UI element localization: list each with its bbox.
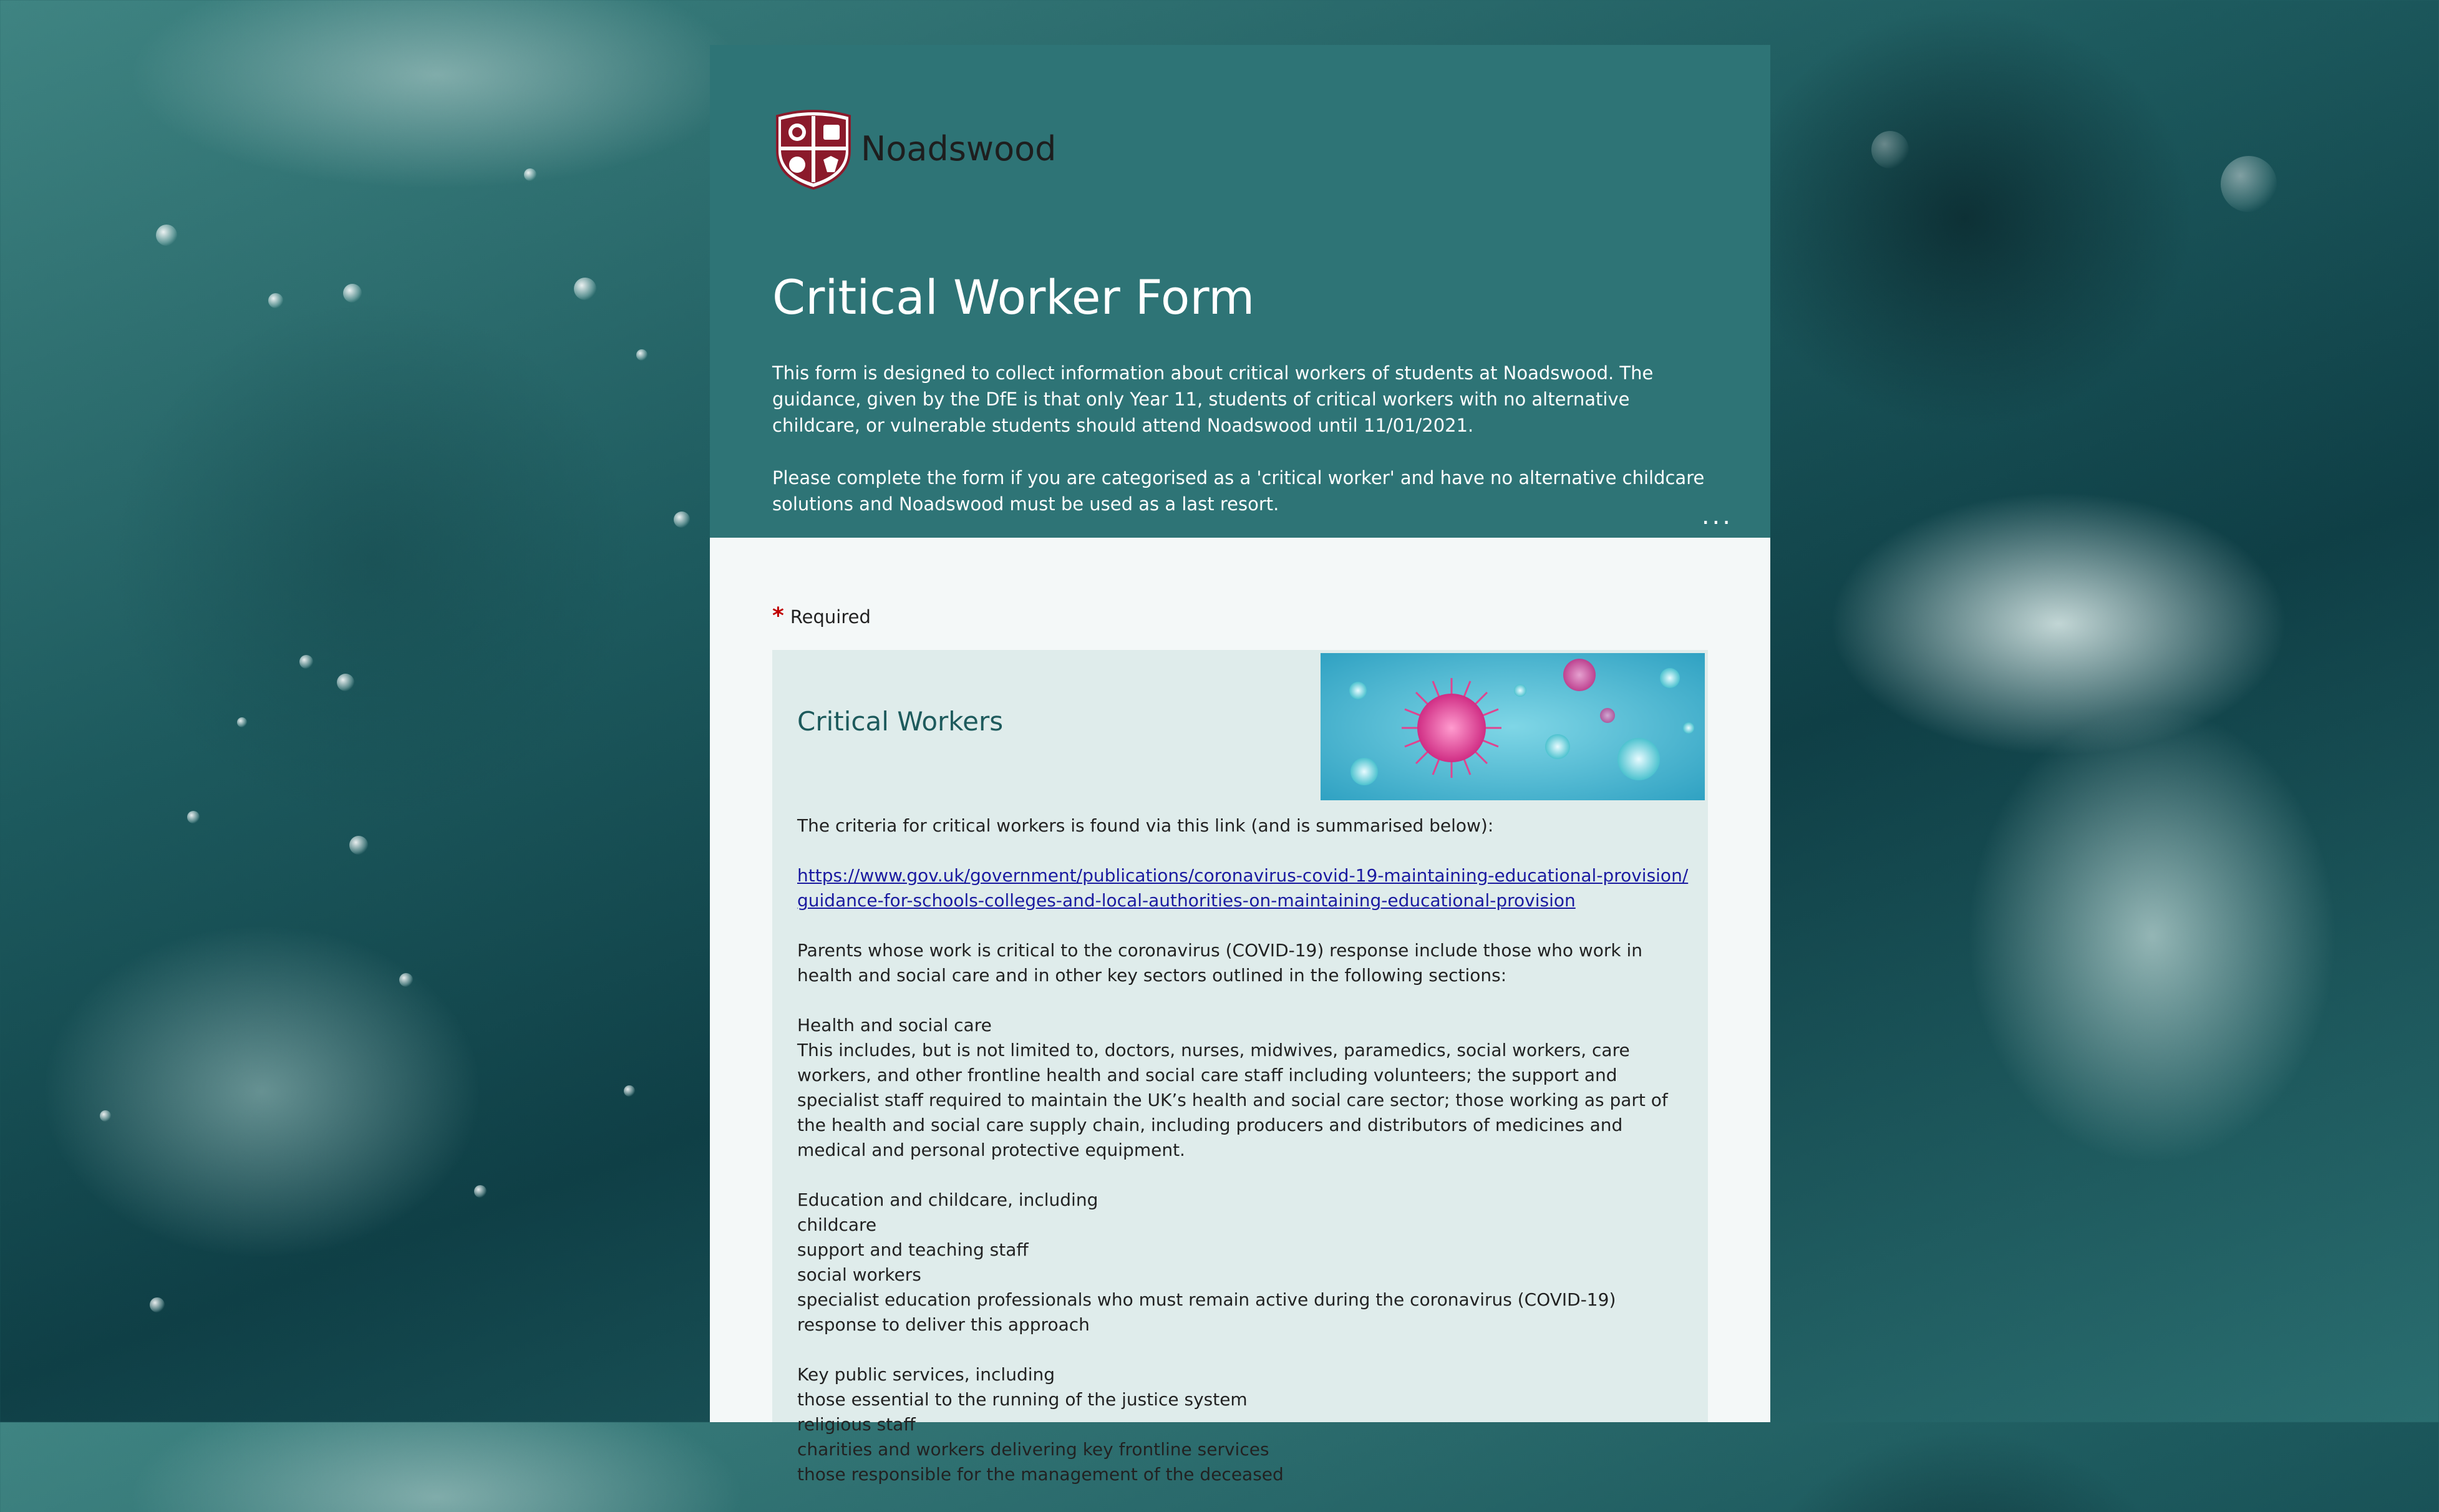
school-name: Noadswood bbox=[861, 128, 1057, 168]
section-intro: The criteria for critical workers is found via this link (and is summarised below): bbox=[797, 815, 1494, 836]
guidance-link[interactable]: https://www.gov.uk/government/publications/coronavirus-covid-19-maintaining-educational-provision/guidance-for-schools-colleges-and-local-authorities-on-maintaining-educational-provision bbox=[797, 865, 1689, 911]
section-title: Critical Workers bbox=[797, 706, 1004, 737]
parents-text: Parents whose work is critical to the coronavirus (COVID-19) response include those who work in health and social care and in other key sectors outlined in the following sections: bbox=[797, 940, 1643, 986]
public-services-line: those essential to the running of the justice system bbox=[797, 1389, 1248, 1410]
school-logo bbox=[772, 107, 1056, 190]
form-description-paragraph: Please complete the form if you are categorised as a 'critical worker' and have no alternative childcare solutions and Noadswood must be used as a last resort. bbox=[772, 467, 1705, 515]
health-text: This includes, but is not limited to, doctors, nurses, midwives, paramedics, social workers, care workers, and other frontline health and social care staff including volunteers; the support and specialist staff required to maintain the UK’s health and social care sector; those working as part of the health and social care supply chain, including producers and distributors of medicines and medical and personal protective equipment. bbox=[797, 1040, 1668, 1160]
public-services-line: those responsible for the management of the deceased bbox=[797, 1464, 1284, 1485]
education-line: Education and childcare, including bbox=[797, 1190, 1098, 1210]
education-block bbox=[797, 1188, 1689, 1337]
health-heading: Health and social care bbox=[797, 1015, 992, 1035]
health-block bbox=[797, 1013, 1689, 1163]
section-body bbox=[797, 813, 1689, 1512]
public-services-line: charities and workers delivering key frontline services bbox=[797, 1439, 1269, 1460]
form-description bbox=[772, 360, 1708, 543]
public-services-line: religious staff bbox=[797, 1414, 916, 1435]
form-header bbox=[710, 45, 1770, 538]
education-line: social workers bbox=[797, 1264, 921, 1285]
education-line: childcare bbox=[797, 1214, 877, 1235]
form-description-paragraph: This form is designed to collect information about critical workers of students at Noadswood. The guidance, given by the DfE is that only Year 11, students of critical workers with no alternative childcare, or vulnerable students should attend Noadswood until 11/01/2021. bbox=[772, 362, 1654, 436]
required-asterisk: * bbox=[772, 603, 784, 629]
form-title: Critical Worker Form bbox=[772, 269, 1255, 325]
section-critical-workers bbox=[772, 650, 1708, 1485]
education-line: specialist education professionals who must remain active during the coronavirus (COVID-19) response to deliver this approach bbox=[797, 1289, 1616, 1335]
required-note bbox=[772, 603, 871, 629]
form-card bbox=[710, 45, 1770, 1485]
required-label: Required bbox=[790, 606, 871, 628]
form-body bbox=[710, 538, 1770, 1485]
guidance-link-container bbox=[797, 863, 1689, 913]
education-line: support and teaching staff bbox=[797, 1239, 1029, 1260]
virus-image bbox=[1321, 653, 1705, 800]
school-crest-icon bbox=[772, 107, 855, 190]
more-options-button[interactable]: ... bbox=[1701, 502, 1733, 530]
public-services-block bbox=[797, 1362, 1689, 1487]
public-services-line: Key public services, including bbox=[797, 1364, 1055, 1385]
